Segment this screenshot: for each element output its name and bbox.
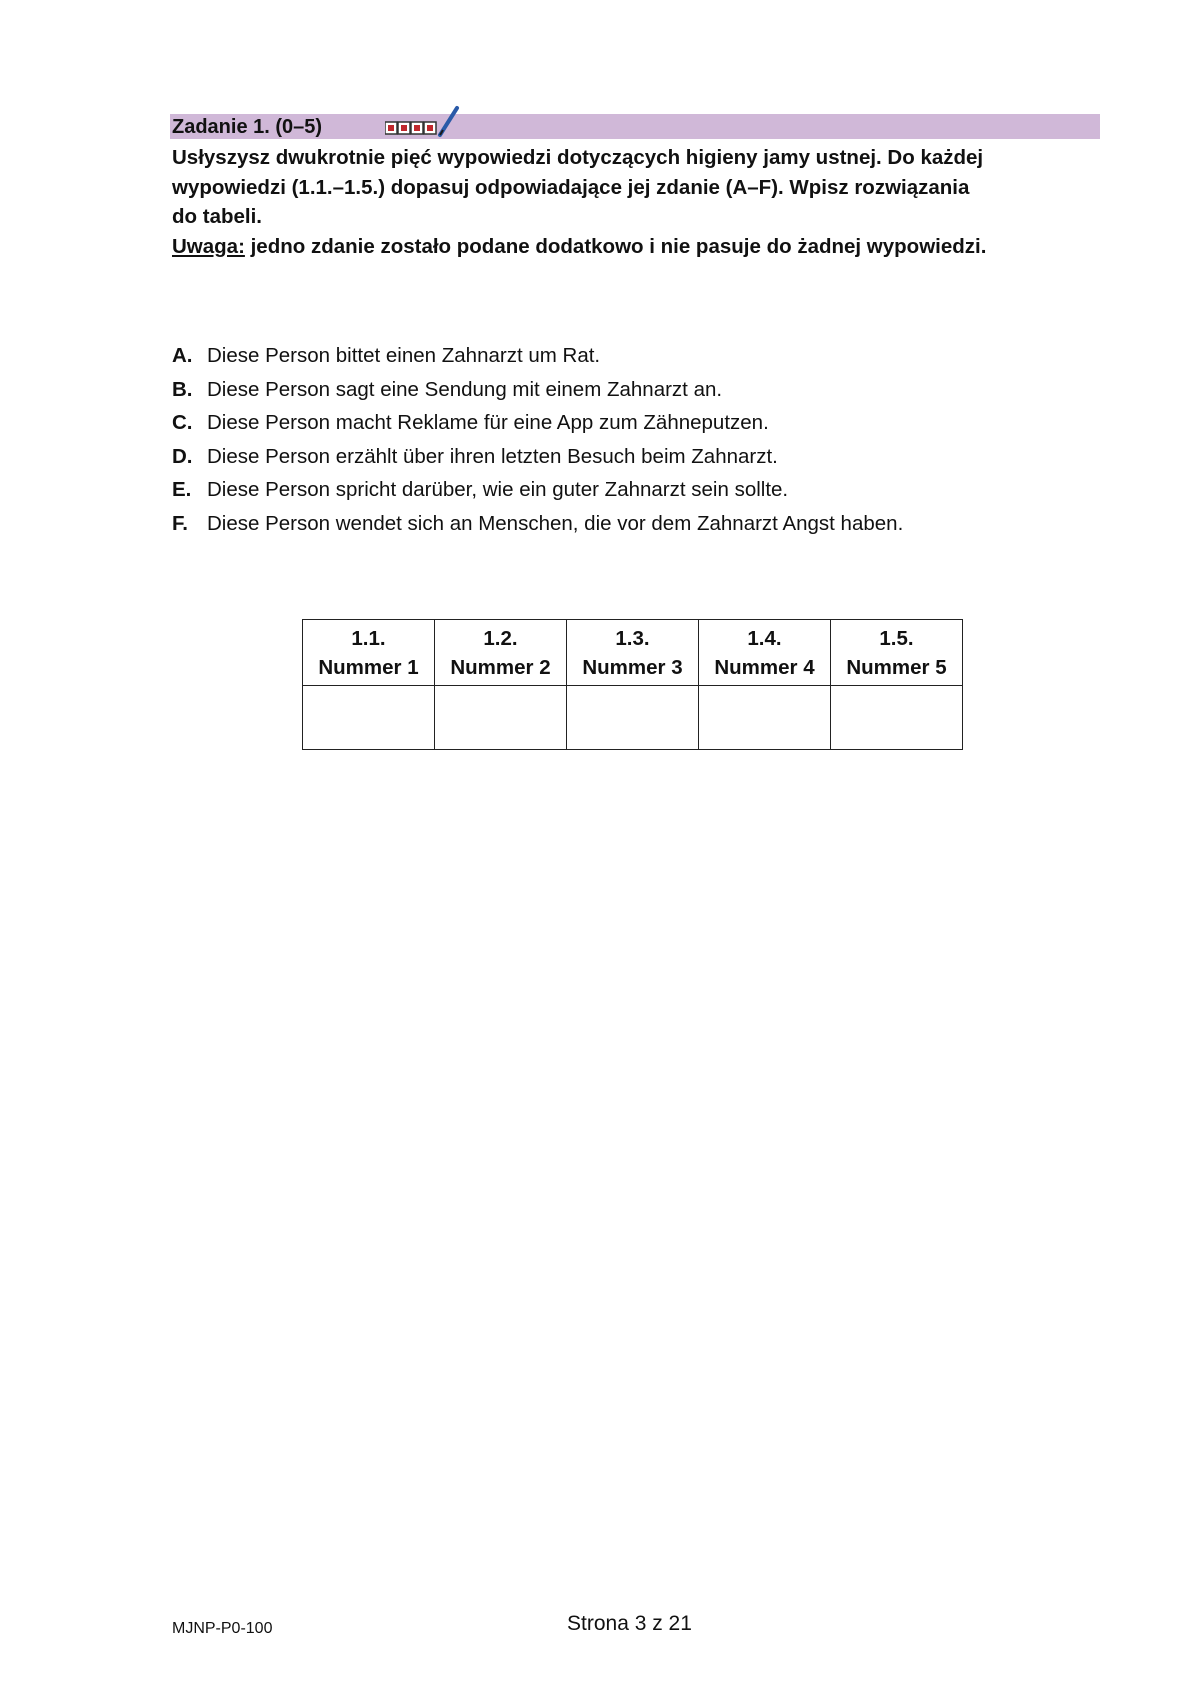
answer-table bbox=[302, 619, 963, 750]
answer-cell[interactable] bbox=[699, 686, 831, 750]
skill-icons bbox=[385, 104, 465, 143]
option-text: Diese Person spricht darüber, wie ein guter Zahnarzt sein sollte. bbox=[207, 478, 789, 501]
option-text: Diese Person macht Reklame für eine App zum Zähneputzen. bbox=[207, 411, 769, 434]
option-letter: C. bbox=[172, 411, 193, 434]
instruction-line: do tabeli. bbox=[172, 205, 262, 228]
column-label: Nummer 2 bbox=[450, 655, 551, 679]
answer-column-header bbox=[699, 620, 831, 686]
checkbox-icon bbox=[398, 122, 410, 134]
answer-column-header bbox=[435, 620, 567, 686]
answer-cell[interactable] bbox=[567, 686, 699, 750]
answer-column-header bbox=[303, 620, 435, 686]
option-letter: A. bbox=[172, 344, 193, 367]
options-list bbox=[172, 339, 903, 540]
column-label: Nummer 1 bbox=[318, 655, 419, 679]
option-letter: E. bbox=[172, 478, 192, 501]
column-number: 1.5. bbox=[879, 626, 914, 650]
option-f bbox=[172, 507, 903, 541]
option-b bbox=[172, 373, 903, 407]
option-letter: D. bbox=[172, 444, 193, 468]
answer-cell[interactable] bbox=[303, 686, 435, 750]
option-text: Diese Person wendet sich an Menschen, die vor dem Zahnarzt Angst haben. bbox=[207, 511, 904, 535]
answer-row bbox=[303, 686, 963, 750]
column-label: Nummer 5 bbox=[846, 655, 947, 679]
checkbox-icon bbox=[424, 122, 436, 134]
answer-table-header-row bbox=[303, 620, 963, 686]
footer-page-number: Strona 3 z 21 bbox=[567, 1612, 692, 1635]
option-text: Diese Person erzählt über ihren letzten Besuch beim Zahnarzt. bbox=[207, 444, 778, 468]
answer-cell[interactable] bbox=[435, 686, 567, 750]
task-instructions bbox=[172, 143, 1092, 261]
pen-icon bbox=[440, 108, 457, 135]
note-line bbox=[172, 232, 1092, 262]
option-d bbox=[172, 440, 903, 474]
option-text: Diese Person bittet einen Zahnarzt um Rat. bbox=[207, 344, 601, 367]
task-title: Zadanie 1. (0–5) bbox=[172, 116, 323, 138]
answer-cell[interactable] bbox=[831, 686, 963, 750]
instruction-line: wypowiedzi (1.1.–1.5.) dopasuj odpowiadające jej zdanie (A–F). Wpisz rozwiązania bbox=[172, 175, 970, 199]
column-number: 1.2. bbox=[483, 626, 518, 650]
column-number: 1.1. bbox=[351, 626, 386, 650]
note-text: jedno zdanie zostało podane dodatkowo i nie pasuje do żadnej wypowiedzi. bbox=[244, 234, 987, 258]
option-letter: B. bbox=[172, 377, 193, 401]
answer-column-header bbox=[567, 620, 699, 686]
checkbox-icon bbox=[411, 122, 423, 134]
column-label: Nummer 3 bbox=[582, 655, 683, 679]
option-a bbox=[172, 339, 903, 373]
footer-code: MJNP-P0-100 bbox=[172, 1620, 273, 1637]
note-label: Uwaga: bbox=[172, 234, 245, 258]
answer-column-header bbox=[831, 620, 963, 686]
instruction-line: Usłyszysz dwukrotnie pięć wypowiedzi dotyczących higieny jamy ustnej. Do każdej bbox=[172, 146, 984, 169]
option-letter: F. bbox=[172, 511, 188, 535]
column-number: 1.4. bbox=[747, 626, 782, 650]
column-number: 1.3. bbox=[615, 626, 650, 650]
option-text: Diese Person sagt eine Sendung mit einem Zahnarzt an. bbox=[207, 377, 723, 401]
option-c bbox=[172, 406, 903, 440]
checkbox-icon bbox=[385, 122, 397, 134]
column-label: Nummer 4 bbox=[714, 655, 815, 679]
option-e bbox=[172, 473, 903, 507]
